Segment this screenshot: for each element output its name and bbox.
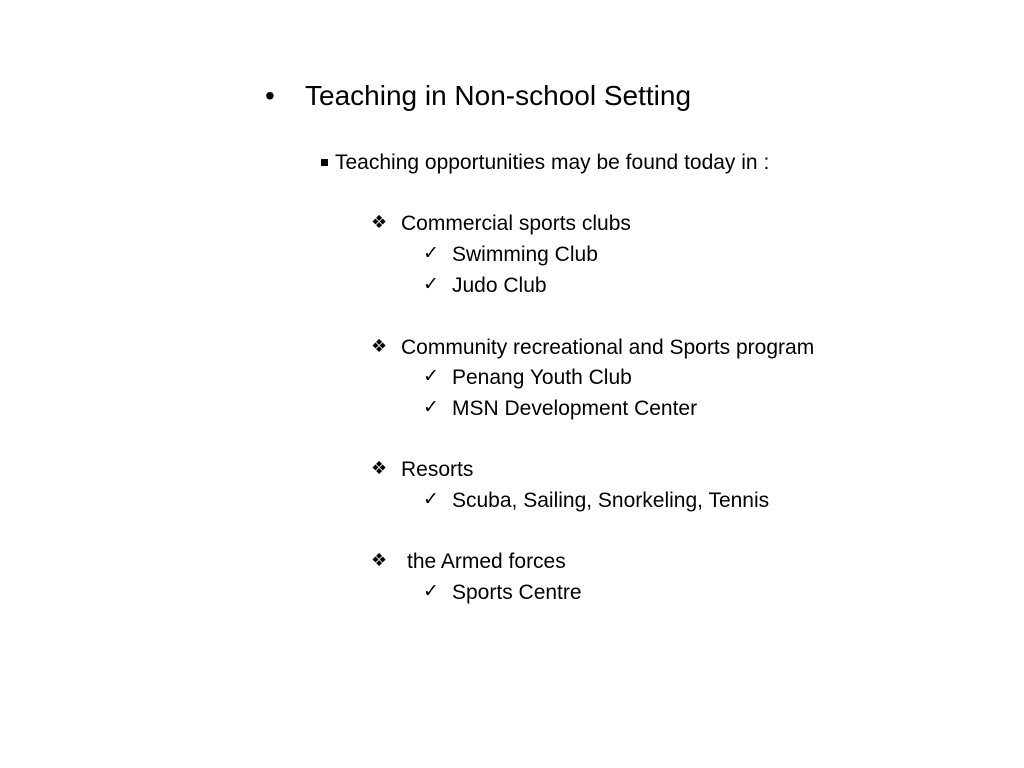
check-icon: ✓ [423,581,439,602]
list-item-text: Scuba, Sailing, Snorkeling, Tennis [452,489,770,512]
list-item-text: Judo Club [452,274,547,297]
diamond-bullet-icon: ❖ [371,336,388,356]
diamond-bullet-icon: ❖ [371,550,388,570]
check-icon: ✓ [423,243,439,264]
diamond-bullet-icon: ❖ [371,212,388,232]
check-icon: ✓ [423,397,439,418]
list-item-text: Penang Youth Club [452,366,632,389]
heading-text: Teaching in Non-school Setting [305,80,692,111]
group-title: Commercial sports clubs [401,212,631,235]
check-icon: ✓ [423,366,439,387]
check-icon: ✓ [423,274,439,295]
list-item-text: MSN Development Center [452,397,698,420]
list-item-text: Swimming Club [452,243,598,266]
heading-bullet: • [265,80,275,111]
group-title: Community recreational and Sports program [401,336,815,359]
square-bullet-icon [321,159,328,166]
group-title: the Armed forces [407,550,566,573]
diamond-bullet-icon: ❖ [371,458,388,478]
group-title: Resorts [401,458,474,481]
list-item-text: Sports Centre [452,581,582,604]
intro-text: Teaching opportunities may be found today in : [335,151,770,174]
check-icon: ✓ [423,489,439,510]
